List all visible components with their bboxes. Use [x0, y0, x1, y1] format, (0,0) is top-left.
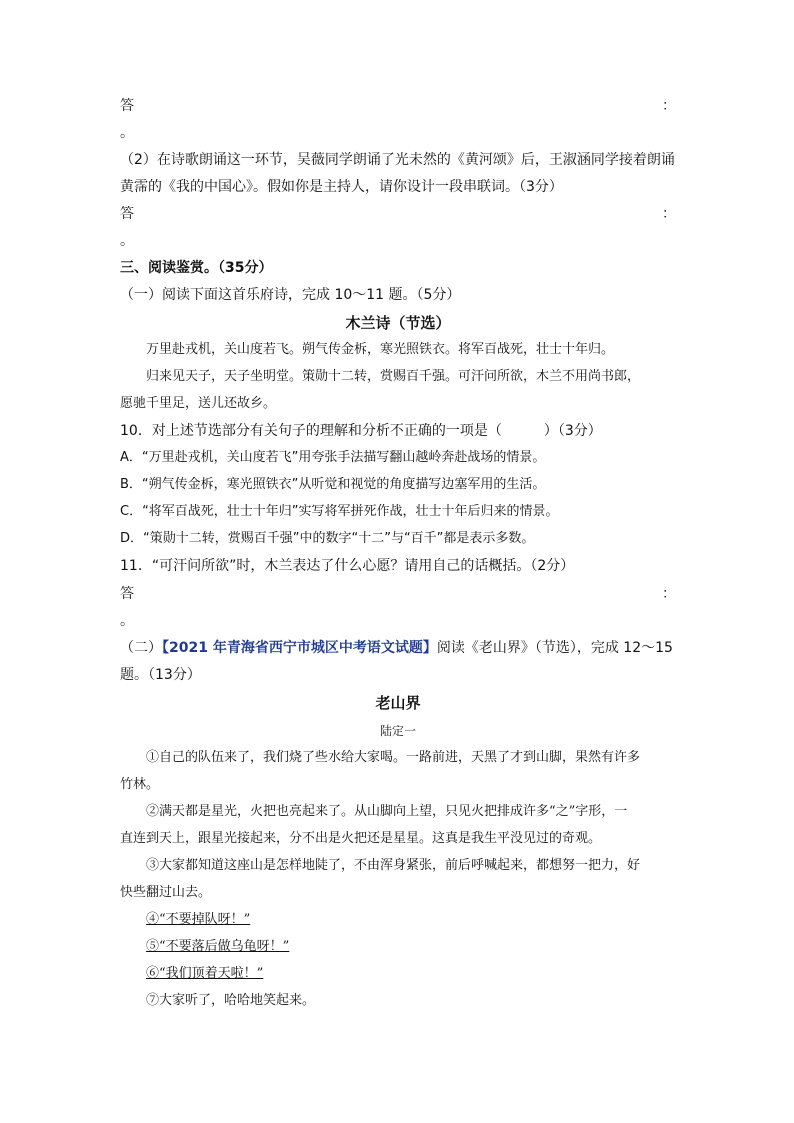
- paragraph-5: [120, 937, 676, 957]
- answer-colon: ：: [662, 98, 676, 114]
- paragraph-7: ⑦大家听了，哈哈地笑起来。: [146, 993, 316, 1008]
- question-10: 10．对上述节选部分有关句子的理解和分析不正确的一项是（ ）（3分）: [120, 423, 602, 439]
- question-10-option-d: D．“策勋十二转，赏赐百千强”中的数字“十二”与“百千”都是表示多数。: [120, 531, 535, 546]
- part-2-intro: [120, 638, 676, 658]
- question-10-option-b: B．“朔气传金柝，寒光照铁衣”从听觉和视觉的角度描写边塞军用的生活。: [120, 477, 546, 492]
- answer-line-1: [120, 96, 676, 116]
- paragraph-4: [120, 910, 676, 930]
- question-2-line-1: （2）在诗歌朗诵这一环节，吴薇同学朗诵了光未然的《黄河颂》后，王淑涵同学接着朗诵: [120, 152, 675, 168]
- poem-line-1: 万里赴戎机，关山度若飞。朔气传金柝，寒光照铁衣。将军百战死，壮士十年归。: [146, 342, 615, 357]
- answer-label: 答: [120, 98, 134, 114]
- part-2-intro-line-2: 题。（13分）: [120, 667, 201, 683]
- answer-line-3: [120, 584, 676, 604]
- article-title: 老山界: [375, 694, 421, 712]
- paragraph-5-text: ⑤“不要落后做乌龟呀！”: [146, 939, 290, 954]
- paragraph-6-text: ⑥“我们顶着天啦！”: [146, 966, 264, 981]
- part-2-prefix: （二）: [120, 640, 162, 656]
- paragraph-3-line-1: ③大家都知道这座山是怎样地陡了，不由浑身紧张，前后呼喊起来，都想努一把力，好: [146, 858, 641, 873]
- answer-colon: ：: [662, 586, 676, 602]
- paragraph-1-line-2: 竹林。: [120, 777, 160, 792]
- paragraph-2-line-1: ②满天都是星光，火把也亮起来了。从山脚向上望，只见火把排成许多“之”字形，一: [146, 804, 628, 819]
- answer-colon: ：: [662, 206, 676, 222]
- answer-line-2: [120, 204, 676, 224]
- question-10-option-c: C．“将军百战死，壮士十年归”实写将军拼死作战，壮士十年后归来的情景。: [120, 504, 559, 519]
- section-3-heading: 三、阅读鉴赏。（35分）: [120, 260, 273, 276]
- paragraph-6: [120, 964, 676, 984]
- answer-period: 。: [120, 125, 134, 141]
- paragraph-1-line-1: ①自己的队伍来了，我们烧了些水给大家喝。一路前进，天黑了才到山脚，果然有许多: [146, 750, 641, 765]
- poem-title: 木兰诗（节选）: [345, 314, 451, 332]
- answer-label: 答: [120, 586, 134, 602]
- poem-line-3: 愿驰千里足，送儿还故乡。: [120, 396, 277, 411]
- answer-period: 。: [120, 233, 134, 249]
- paragraph-2-line-2: 直连到天上，跟星光接起来，分不出是火把还是星星。这真是我生平没见过的奇观。: [120, 831, 602, 846]
- paragraph-3-line-2: 快些翻过山去。: [120, 885, 212, 900]
- part-2-suffix: 阅读《老山界》（节选），完成 12～15: [436, 640, 673, 656]
- part-1-intro: （一）阅读下面这首乐府诗，完成 10～11 题。（5分）: [120, 287, 461, 303]
- question-2-line-2: 黄霈的《我的中国心》。假如你是主持人，请你设计一段串联词。（3分）: [120, 179, 563, 195]
- article-author: 陆定一: [379, 724, 416, 738]
- part-2-source: 【2021 年青海省西宁市城区中考语文试题】: [162, 640, 437, 656]
- answer-period: 。: [120, 613, 134, 629]
- question-10-option-a: A．“万里赴戎机，关山度若飞”用夸张手法描写翻山越岭奔赴战场的情景。: [120, 450, 546, 465]
- answer-label: 答: [120, 206, 134, 222]
- paragraph-4-text: ④“不要掉队呀！”: [146, 912, 251, 927]
- question-11: 11．“可汗问所欲”时，木兰表达了什么心愿？请用自己的话概括。（2分）: [120, 558, 575, 574]
- poem-line-2: 归来见天子，天子坐明堂。策勋十二转，赏赐百千强。可汗问所欲，木兰不用尚书郎，: [146, 369, 641, 384]
